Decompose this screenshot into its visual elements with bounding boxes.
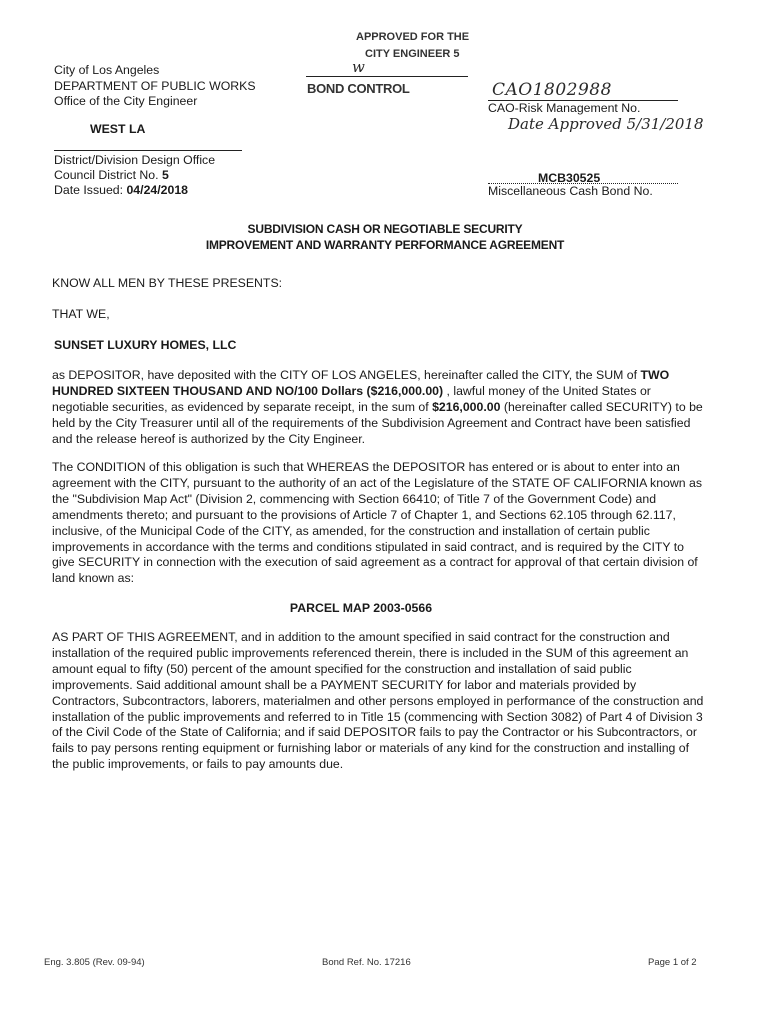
stamp-bond-control: BOND CONTROL bbox=[307, 81, 410, 96]
district-office: WEST LA bbox=[90, 122, 146, 136]
bond-label: Miscellaneous Cash Bond No. bbox=[488, 184, 653, 198]
form-number: Eng. 3.805 (Rev. 09-94) bbox=[44, 957, 145, 968]
bond-number: MCB30525 bbox=[538, 171, 601, 185]
cao-number-handwritten: CAO1802988 bbox=[492, 80, 612, 100]
payment-security-paragraph: AS PART OF THIS AGREEMENT, and in addition to the amount specified in said contract for the construction and installation of the required public improvements referenced therein, there is included in the SUM of this agreement an amount equal to fifty (50) percent of the amount specified for the construction and installation of said public improvements. Said additional amount shall be a PAYMENT SECURITY for labor and materials provided by Contractors, Subcontractors, laborers, materialmen and other persons employed in performance of the construction and installation of the public improvements and referred to in Title 15 (commencing with Section 3082) of Part 4 of Division 3 of the Civil Code of the State of California; and if said DEPOSITOR fails to pay the Contractor or his Subcontractors, or fails to pay persons renting equipment or furnishing labor or materials of any kind for the construction and installing of the public improvements, or fails to pay amounts due. bbox=[52, 630, 704, 772]
parcel-map: PARCEL MAP 2003-0566 bbox=[289, 601, 433, 615]
org-office: Office of the City Engineer bbox=[54, 94, 198, 108]
know-all-men: KNOW ALL MEN BY THESE PRESENTS: bbox=[52, 276, 283, 290]
council-district-label: Council District No. bbox=[54, 168, 159, 182]
design-office-label: District/Division Design Office bbox=[54, 153, 216, 167]
date-approved-handwritten: Date Approved 5/31/2018 bbox=[508, 115, 704, 133]
deposit-paragraph bbox=[52, 368, 704, 448]
document-title-line2: IMPROVEMENT AND WARRANTY PERFORMANCE AGREEMENT bbox=[205, 238, 565, 252]
bond-ref: Bond Ref. No. 17216 bbox=[322, 957, 411, 968]
org-city: City of Los Angeles bbox=[54, 63, 160, 77]
org-department: DEPARTMENT OF PUBLIC WORKS bbox=[54, 78, 256, 93]
deposit-text-c: (hereinafter called SECURITY) to be held by the City Treasurer until all of the requirements of the Subdivision Agreement and Contract have been satisfied and the release hereof is authorized by the City Engineer. bbox=[52, 399, 703, 446]
condition-paragraph: The CONDITION of this obligation is such that WHEREAS the DEPOSITOR has entered or is about to enter into an agreement with the CITY, pursuant to the authority of an act of the Legislature of the STATE OF CALIFORNIA known as the "Subdivision Map Act" (Division 2, commencing with Section 66410; of Title 7 of the Government Code) and amendments thereto; and pursuant to the provisions of Article 7 of Chapter 1, and Sections 62.105 through 62.117, inclusive, of the Municipal Code of the CITY, as amended, for the construction and installation of certain public improvements in accordance with the terms and conditions stipulated in said contract, and is required by the CITY to give SECURITY in connection with the execution of said agreement as a contract for approval of that certain division of land known as: bbox=[52, 460, 703, 586]
document-title-line1: SUBDIVISION CASH OR NEGOTIABLE SECURITY bbox=[247, 222, 523, 236]
date-issued bbox=[54, 183, 188, 199]
deposit-amount: $216,000.00 bbox=[432, 399, 501, 414]
council-district bbox=[54, 168, 169, 184]
stamp-initials: w bbox=[352, 58, 365, 76]
cao-label: CAO-Risk Management No. bbox=[488, 101, 641, 115]
deposit-amount-words: TWO HUNDRED SIXTEEN THOUSAND AND NO/100 Dollars ($216,000.00) bbox=[52, 368, 670, 398]
district-office-rule bbox=[54, 150, 242, 151]
depositor-name: SUNSET LUXURY HOMES, LLC bbox=[54, 338, 237, 352]
stamp-city-engineer: CITY ENGINEER 5 bbox=[365, 48, 460, 60]
date-issued-label: Date Issued: bbox=[54, 183, 124, 197]
that-we: THAT WE, bbox=[52, 307, 110, 321]
stamp-approved-line: APPROVED FOR THE bbox=[356, 31, 470, 43]
council-district-value: 5 bbox=[161, 168, 169, 182]
date-issued-value: 04/24/2018 bbox=[126, 183, 189, 197]
org-block bbox=[54, 63, 256, 110]
deposit-text-a: as DEPOSITOR, have deposited with the CITY OF LOS ANGELES, hereinafter called the CITY, the SUM of bbox=[52, 368, 638, 382]
page-number: Page 1 of 2 bbox=[648, 957, 697, 968]
deposit-text-b: , lawful money of the United States or negotiable securities, as evidenced by separate receipt, in the sum of bbox=[52, 383, 651, 414]
stamp-signature-rule bbox=[306, 76, 468, 77]
